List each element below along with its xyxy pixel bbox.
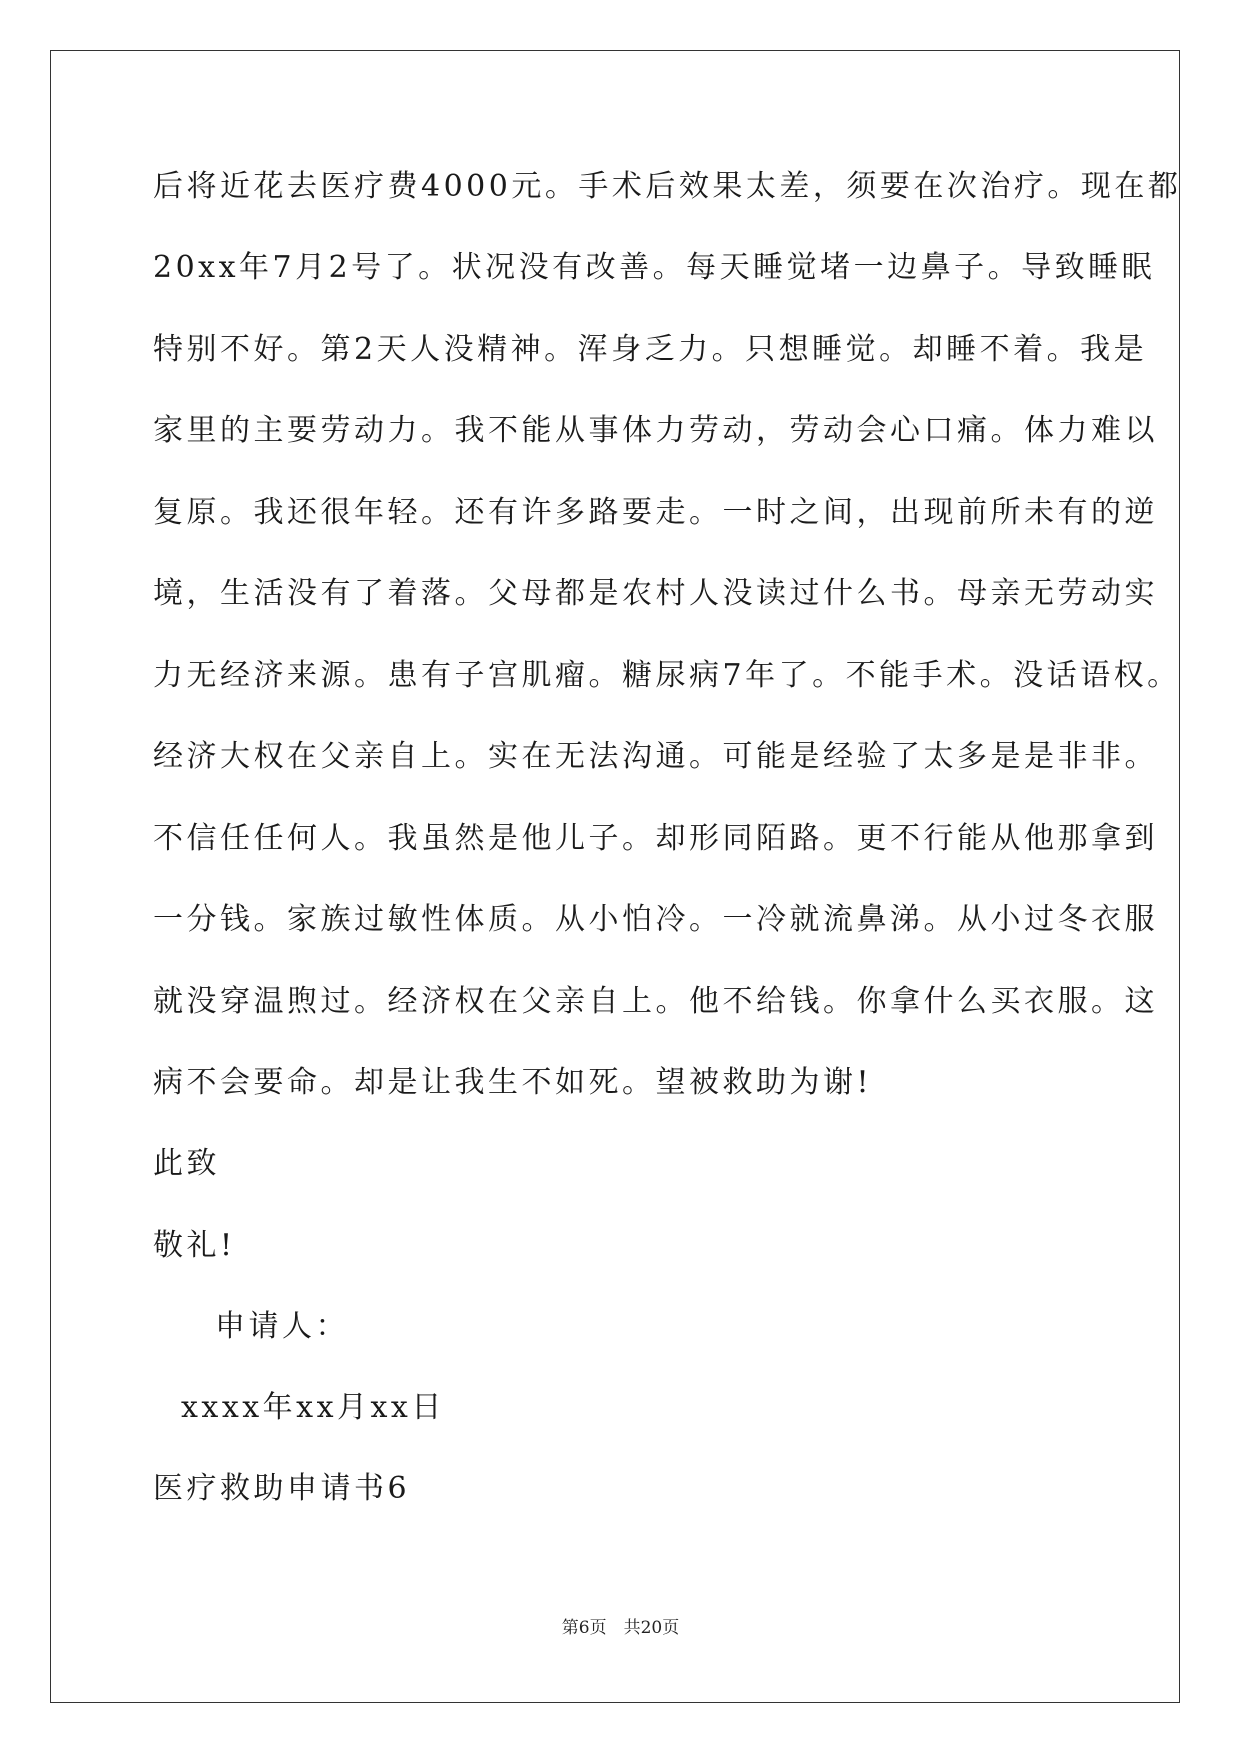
paragraph-line-8: 经济大权在父亲自上。实在无法沟通。可能是经验了太多是是非非。 <box>153 739 1158 774</box>
paragraph-line-4: 家里的主要劳动力。我不能从事体力劳动，劳动会心口痛。体力难以 <box>153 413 1158 448</box>
applicant-label: 申请人： <box>215 1309 349 1344</box>
paragraph-line-11: 就没穿温煦过。经济权在父亲自上。他不给钱。你拿什么买衣服。这 <box>153 984 1158 1019</box>
paragraph-line-3: 特别不好。第2天人没精神。浑身乏力。只想睡觉。却睡不着。我是 <box>153 332 1148 367</box>
page-number-text: 第6页 共20页 <box>561 1618 680 1638</box>
closing-salutation: 此致 <box>153 1146 220 1181</box>
paragraph-line-7: 力无经济来源。患有子宫肌瘤。糖尿病7年了。不能手术。没话语权。 <box>153 658 1181 693</box>
paragraph-line-5: 复原。我还很年轻。还有许多路要走。一时之间，出现前所未有的逆 <box>153 495 1158 530</box>
paragraph-line-1: 后将近花去医疗费4000元。手术后效果太差，须要在次治疗。现在都 <box>153 169 1182 204</box>
date-line: xxxx年xx月xx日 <box>181 1390 445 1425</box>
paragraph-line-2: 20xx年7月2号了。状况没有改善。每天睡觉堵一边鼻子。导致睡眠 <box>153 250 1156 285</box>
closing-respect: 敬礼! <box>153 1228 236 1263</box>
next-section-title: 医疗救助申请书6 <box>153 1471 411 1506</box>
paragraph-line-10: 一分钱。家族过敏性体质。从小怕冷。一冷就流鼻涕。从小过冬衣服 <box>153 902 1158 937</box>
paragraph-line-6: 境，生活没有了着落。父母都是农村人没读过什么书。母亲无劳动实 <box>153 576 1158 611</box>
paragraph-line-9: 不信任任何人。我虽然是他儿子。却形同陌路。更不行能从他那拿到 <box>153 821 1158 856</box>
paragraph-line-12: 病不会要命。却是让我生不如死。望被救助为谢! <box>153 1065 873 1100</box>
page-footer <box>0 1616 1241 1640</box>
page-border <box>50 50 1180 1703</box>
